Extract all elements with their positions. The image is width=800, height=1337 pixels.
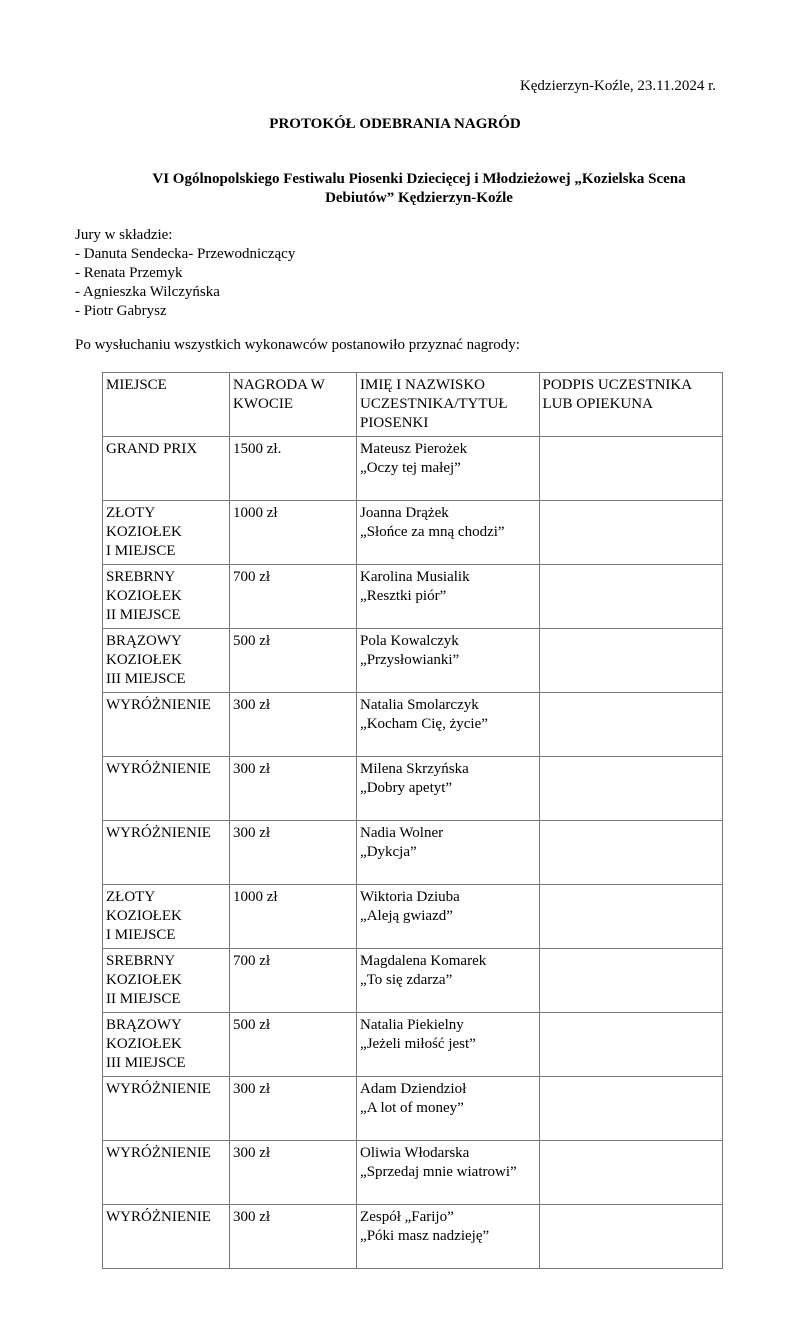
header-award-line: KWOCIE: [233, 396, 294, 412]
award-amount: 1500 zł.: [233, 441, 282, 457]
place-cell: [103, 1141, 230, 1205]
participant-cell: [357, 629, 539, 693]
festival-name: [0, 170, 800, 208]
award-cell: [230, 693, 357, 757]
place-cell: [103, 565, 230, 629]
song-title: „Dobry apetyt”: [360, 780, 453, 796]
participant-name: Karolina Musialik: [360, 569, 470, 585]
place-cell: [103, 885, 230, 949]
participant-cell: [357, 1013, 539, 1077]
place-cell: [103, 501, 230, 565]
jury-member: - Danuta Sendecka- Przewodniczący: [75, 246, 296, 262]
table-row: [103, 1141, 723, 1205]
award-cell: [230, 949, 357, 1013]
header-award: [230, 373, 357, 437]
place-label: ZŁOTY: [106, 889, 156, 905]
place-label: WYRÓŻNIENIE: [106, 1209, 211, 1225]
award-cell: [230, 1077, 357, 1141]
place-label: WYRÓŻNIENIE: [106, 825, 211, 841]
signature-cell[interactable]: [539, 1013, 723, 1077]
place-label: BRĄZOWY: [106, 633, 182, 649]
award-amount: 300 zł: [233, 697, 271, 713]
signature-cell[interactable]: [539, 885, 723, 949]
table-row: [103, 1013, 723, 1077]
table-row: [103, 1077, 723, 1141]
participant-cell: [357, 757, 539, 821]
song-title: „To się zdarza”: [360, 972, 453, 988]
award-cell: [230, 629, 357, 693]
place-label: WYRÓŻNIENIE: [106, 761, 211, 777]
signature-cell[interactable]: [539, 629, 723, 693]
participant-name: Milena Skrzyńska: [360, 761, 469, 777]
participant-cell: [357, 1205, 539, 1269]
award-amount: 700 zł: [233, 953, 271, 969]
place-cell: [103, 821, 230, 885]
song-title: „Dykcja”: [360, 844, 417, 860]
place-cell: [103, 1205, 230, 1269]
award-cell: [230, 501, 357, 565]
header-signature-line: PODPIS UCZESTNIKA: [542, 377, 693, 393]
song-title: „Sprzedaj mnie wiatrowi”: [360, 1164, 517, 1180]
place-label: KOZIOŁEK: [106, 588, 182, 604]
header-signature-line: LUB OPIEKUNA: [542, 396, 653, 412]
participant-name: Joanna Drążek: [360, 505, 449, 521]
participant-name: Nadia Wolner: [360, 825, 444, 841]
awards-table: [102, 372, 723, 1269]
song-title: „A lot of money”: [360, 1100, 464, 1116]
signature-cell[interactable]: [539, 821, 723, 885]
award-amount: 1000 zł: [233, 889, 278, 905]
table-row: [103, 629, 723, 693]
header-name-line: IMIĘ I NAZWISKO: [360, 377, 486, 393]
table-row: [103, 437, 723, 501]
signature-cell[interactable]: [539, 437, 723, 501]
place-cell: [103, 437, 230, 501]
place-label: III MIEJSCE: [106, 1055, 186, 1071]
award-cell: [230, 1205, 357, 1269]
place-label: ZŁOTY: [106, 505, 156, 521]
table-row: [103, 885, 723, 949]
participant-cell: [357, 437, 539, 501]
award-amount: 500 zł: [233, 1017, 271, 1033]
place-cell: [103, 757, 230, 821]
song-title: „Kocham Cię, życie”: [360, 716, 488, 732]
award-amount: 300 zł: [233, 825, 271, 841]
award-cell: [230, 1013, 357, 1077]
participant-name: Oliwia Włodarska: [360, 1145, 470, 1161]
participant-cell: [357, 821, 539, 885]
award-amount: 300 zł: [233, 1209, 271, 1225]
award-rows: [103, 437, 723, 1269]
award-amount: 300 zł: [233, 1081, 271, 1097]
participant-name: Magdalena Komarek: [360, 953, 487, 969]
song-title: „Póki masz nadzieję”: [360, 1228, 490, 1244]
signature-cell[interactable]: [539, 1141, 723, 1205]
participant-cell: [357, 1077, 539, 1141]
header-name-line: UCZESTNIKA/TYTUŁ: [360, 396, 508, 412]
signature-cell[interactable]: [539, 757, 723, 821]
award-amount: 500 zł: [233, 633, 271, 649]
place-label: SREBRNY: [106, 569, 176, 585]
jury-member: - Agnieszka Wilczyńska: [75, 284, 220, 300]
table-row: [103, 565, 723, 629]
header-name: [357, 373, 539, 437]
award-cell: [230, 565, 357, 629]
participant-name: Pola Kowalczyk: [360, 633, 459, 649]
participant-cell: [357, 1141, 539, 1205]
jury-member: - Renata Przemyk: [75, 265, 183, 281]
place-label: II MIEJSCE: [106, 607, 181, 623]
header-place-label: MIEJSCE: [106, 377, 167, 393]
place-label: KOZIOŁEK: [106, 1036, 182, 1052]
festival-name-line-1: VI Ogólnopolskiego Festiwalu Piosenki Dziecięcej i Młodzieżowej „Kozielska Scena: [152, 171, 686, 187]
participant-name: Mateusz Pierożek: [360, 441, 468, 457]
place-cell: [103, 629, 230, 693]
place-label: GRAND PRIX: [106, 441, 198, 457]
intro-text: Po wysłuchaniu wszystkich wykonawców postanowiło przyznać nagrody:: [75, 337, 520, 353]
signature-cell[interactable]: [539, 501, 723, 565]
table-row: [103, 501, 723, 565]
award-cell: [230, 757, 357, 821]
place-label: II MIEJSCE: [106, 991, 181, 1007]
jury-heading: Jury w składzie:: [75, 227, 173, 243]
participant-cell: [357, 501, 539, 565]
header-signature: [539, 373, 723, 437]
participant-cell: [357, 693, 539, 757]
place-label: WYRÓŻNIENIE: [106, 1145, 211, 1161]
award-amount: 300 zł: [233, 761, 271, 777]
place-label: KOZIOŁEK: [106, 652, 182, 668]
participant-cell: [357, 949, 539, 1013]
table-row: [103, 821, 723, 885]
participant-name: Zespół „Farijo”: [360, 1209, 454, 1225]
table-row: [103, 757, 723, 821]
participant-name: Natalia Smolarczyk: [360, 697, 479, 713]
song-title: „Jeżeli miłość jest”: [360, 1036, 476, 1052]
place-label: III MIEJSCE: [106, 671, 186, 687]
place-cell: [103, 1013, 230, 1077]
award-amount: 300 zł: [233, 1145, 271, 1161]
award-cell: [230, 1141, 357, 1205]
place-label: I MIEJSCE: [106, 543, 176, 559]
signature-cell[interactable]: [539, 1205, 723, 1269]
table-row: [103, 1205, 723, 1269]
participant-cell: [357, 885, 539, 949]
place-label: SREBRNY: [106, 953, 176, 969]
participant-name: Wiktoria Dziuba: [360, 889, 460, 905]
place-label: BRĄZOWY: [106, 1017, 182, 1033]
place-label: I MIEJSCE: [106, 927, 176, 943]
signature-cell[interactable]: [539, 1077, 723, 1141]
award-cell: [230, 821, 357, 885]
place-label: KOZIOŁEK: [106, 908, 182, 924]
song-title: „Aleją gwiazd”: [360, 908, 453, 924]
signature-cell[interactable]: [539, 693, 723, 757]
header-award-line: NAGRODA W: [233, 377, 325, 393]
place-label: KOZIOŁEK: [106, 524, 182, 540]
place-label: WYRÓŻNIENIE: [106, 697, 211, 713]
participant-name: Adam Dziendzioł: [360, 1081, 467, 1097]
award-cell: [230, 437, 357, 501]
signature-cell[interactable]: [539, 949, 723, 1013]
participant-name: Natalia Piekielny: [360, 1017, 464, 1033]
document-title: PROTOKÓŁ ODEBRANIA NAGRÓD: [269, 116, 521, 132]
song-title: „Resztki piór”: [360, 588, 447, 604]
signature-cell[interactable]: [539, 565, 723, 629]
table-row: [103, 693, 723, 757]
table-row: [103, 949, 723, 1013]
song-title: „Przysłowianki”: [360, 652, 460, 668]
place-cell: [103, 949, 230, 1013]
table-header-row: [103, 373, 723, 437]
award-amount: 1000 zł: [233, 505, 278, 521]
song-title: „Słońce za mną chodzi”: [360, 524, 505, 540]
header-place: [103, 373, 230, 437]
jury-member: - Piotr Gabrysz: [75, 303, 167, 319]
place-cell: [103, 693, 230, 757]
place-label: WYRÓŻNIENIE: [106, 1081, 211, 1097]
award-cell: [230, 885, 357, 949]
song-title: „Oczy tej małej”: [360, 460, 461, 476]
place-date: Kędzierzyn-Koźle, 23.11.2024 r.: [519, 78, 716, 94]
participant-cell: [357, 565, 539, 629]
jury-section: [75, 226, 295, 321]
festival-name-line-2: Debiutów” Kędzierzyn-Koźle: [325, 190, 513, 206]
place-cell: [103, 1077, 230, 1141]
award-amount: 700 zł: [233, 569, 271, 585]
header-name-line: PIOSENKI: [360, 415, 429, 431]
place-label: KOZIOŁEK: [106, 972, 182, 988]
